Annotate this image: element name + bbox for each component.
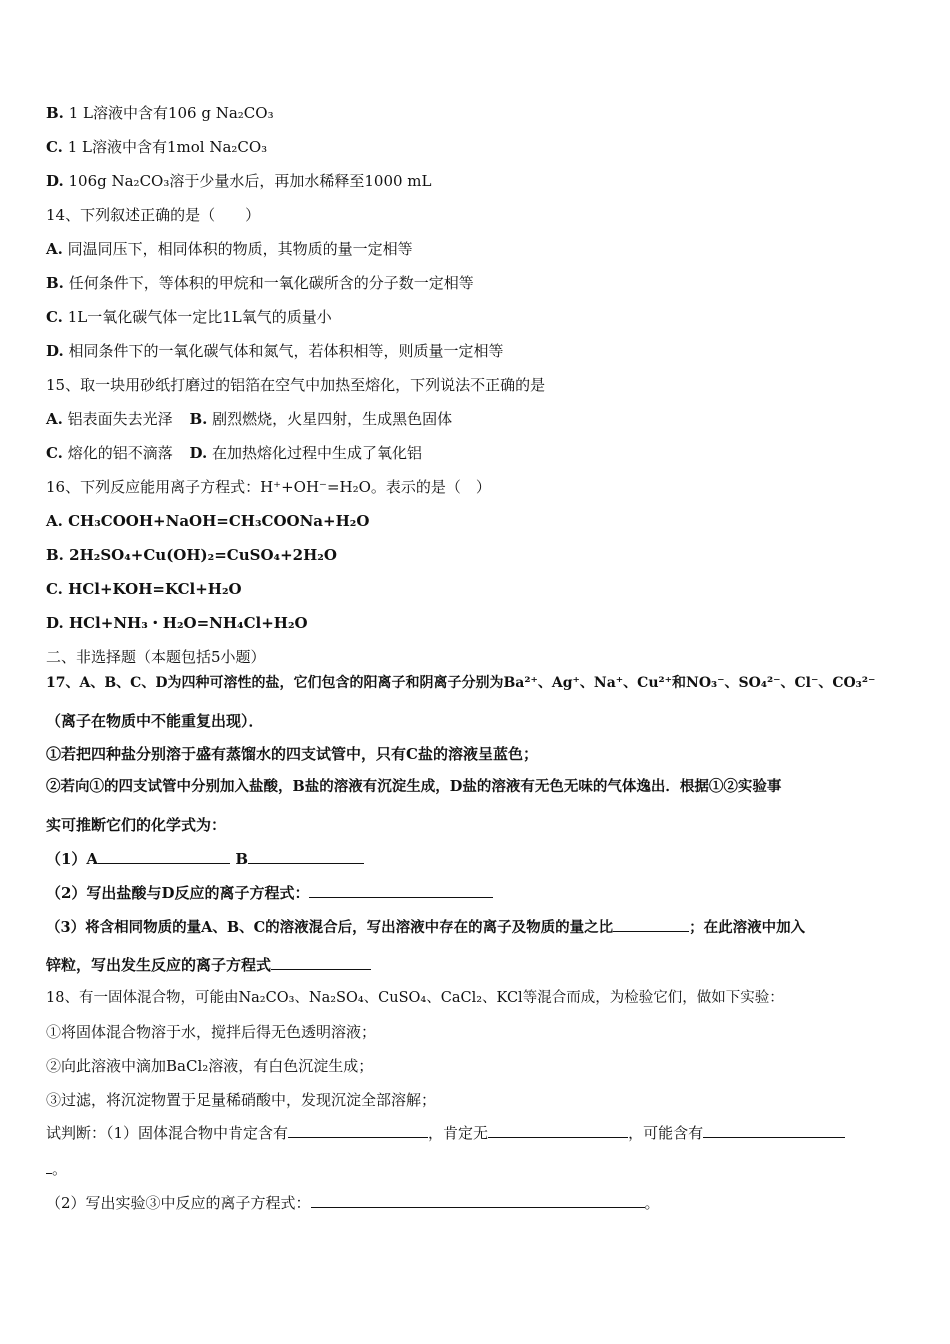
q13-option-d bbox=[46, 171, 910, 191]
option-text: 剧烈燃烧，火星四射，生成黑色固体 bbox=[212, 410, 453, 428]
q17-sub-2 bbox=[46, 882, 910, 903]
sub-text: 。 bbox=[644, 1194, 660, 1212]
option-label: A. bbox=[46, 410, 63, 428]
answer-blank[interactable] bbox=[703, 1122, 845, 1138]
option-text: 2H₂SO₄+Cu(OH)₂=CuSO₄+2H₂O bbox=[69, 546, 337, 564]
q14-option-b bbox=[46, 273, 910, 293]
option-text: HCl+NH₃・H₂O=NH₄Cl+H₂O bbox=[68, 614, 308, 632]
option-text: 相同条件下的一氧化碳气体和氮气，若体积相等，则质量一定相等 bbox=[68, 342, 504, 360]
q17-stem-cont: （离子在物质中不能重复出现）． bbox=[46, 712, 264, 730]
option-label: B. bbox=[189, 410, 208, 428]
q15-options-ab bbox=[46, 409, 910, 429]
answer-blank[interactable] bbox=[271, 954, 371, 970]
option-label: B. bbox=[46, 546, 64, 564]
sub-label: B bbox=[235, 850, 248, 868]
q18-judge-cont bbox=[46, 1158, 910, 1179]
sub-text: ，肯定无 bbox=[428, 1124, 489, 1142]
sub-text: 。 bbox=[52, 1160, 68, 1178]
q15-stem: 15、取一块用砂纸打磨过的铝箔在空气中加热至熔化，下列说法不正确的是 bbox=[46, 376, 546, 394]
answer-blank[interactable] bbox=[311, 1192, 645, 1208]
q16-option-d bbox=[46, 613, 910, 633]
sub-text: （2）写出实验③中反应的离子方程式： bbox=[46, 1194, 311, 1212]
answer-blank-a[interactable] bbox=[98, 848, 230, 864]
sub-text: （2）写出盐酸与D反应的离子方程式： bbox=[46, 884, 310, 902]
option-label: D. bbox=[46, 614, 64, 632]
q16-stem: 16、下列反应能用离子方程式：H⁺+OH⁻=H₂O。表示的是（ ） bbox=[46, 478, 491, 496]
option-text: 在加热熔化过程中生成了氧化铝 bbox=[211, 444, 422, 462]
sub-text: （3）将含相同物质的量A、B、C的溶液混合后，写出溶液中存在的离子及物质的量之比 bbox=[46, 919, 614, 936]
option-text: 同温同压下，相同体积的物质，其物质的量一定相等 bbox=[67, 240, 413, 258]
q16-option-a bbox=[46, 511, 910, 531]
sub-text: 试判断：（1）固体混合物中肯定含有 bbox=[46, 1124, 289, 1142]
q14-option-d bbox=[46, 341, 910, 361]
q18-step-3: ③过滤，将沉淀物置于足量稀硝酸中，发现沉淀全部溶解； bbox=[46, 1091, 437, 1109]
q16-option-b bbox=[46, 545, 910, 565]
sub-label: （1）A bbox=[46, 850, 99, 868]
answer-blank[interactable] bbox=[288, 1122, 428, 1138]
option-label: B. bbox=[46, 104, 64, 122]
section-heading: 二、非选择题（本题包括5小题） bbox=[46, 648, 266, 666]
option-label: C. bbox=[46, 444, 63, 462]
option-text: HCl+KOH=KCl+H₂O bbox=[68, 580, 242, 598]
q16-option-c bbox=[46, 579, 910, 599]
option-text: 106g Na₂CO₃溶于少量水后，再加水稀释至1000 mL bbox=[68, 172, 432, 190]
q17-sub-1 bbox=[46, 848, 910, 869]
answer-blank-b[interactable] bbox=[248, 848, 364, 864]
option-label: A. bbox=[46, 512, 63, 530]
option-text: 1 L溶液中含有106 g Na₂CO₃ bbox=[68, 104, 274, 122]
option-label: C. bbox=[46, 580, 63, 598]
q18-judge bbox=[46, 1122, 910, 1143]
q18-sub-2 bbox=[46, 1192, 910, 1213]
q14-option-a bbox=[46, 239, 910, 259]
option-text: 熔化的铝不滴落 bbox=[67, 444, 173, 462]
q18-step-2: ②向此溶液中滴加BaCl₂溶液，有白色沉淀生成； bbox=[46, 1057, 374, 1075]
q14-stem: 14、下列叙述正确的是（ ） bbox=[46, 206, 261, 224]
option-label: D. bbox=[46, 172, 64, 190]
option-label: D. bbox=[189, 444, 208, 462]
q18-stem: 18、有一固体混合物，可能由Na₂CO₃、Na₂SO₄、CuSO₄、CaCl₂、KCl等混合而成，为检验它们，做如下实验： bbox=[46, 990, 784, 1006]
q13-option-c bbox=[46, 137, 910, 157]
option-label: B. bbox=[46, 274, 64, 292]
answer-blank[interactable] bbox=[488, 1122, 628, 1138]
answer-blank[interactable] bbox=[309, 882, 493, 898]
q17-stem: 17、A、B、C、D为四种可溶性的盐，它们包含的阳离子和阴离子分别为Ba²⁺、Ag⁺、Na⁺、Cu²⁺和NO₃⁻、SO₄²⁻、Cl⁻、CO₃²⁻ bbox=[46, 675, 876, 691]
option-text: 1 L溶液中含有1mol Na₂CO₃ bbox=[67, 138, 268, 156]
option-label: C. bbox=[46, 308, 63, 326]
sub-text: ，可能含有 bbox=[628, 1124, 704, 1142]
q17-sub-3-cont bbox=[46, 954, 910, 975]
q13-option-b bbox=[46, 103, 910, 123]
sub-text: ；在此溶液中加入 bbox=[689, 919, 806, 936]
answer-blank[interactable] bbox=[613, 916, 689, 932]
q17-condition-1: ①若把四种盐分别溶于盛有蒸馏水的四支试管中，只有C盐的溶液呈蓝色； bbox=[46, 745, 538, 763]
option-label: A. bbox=[46, 240, 63, 258]
option-label: D. bbox=[46, 342, 64, 360]
q18-step-1: ①将固体混合物溶于水，搅拌后得无色透明溶液； bbox=[46, 1023, 377, 1041]
option-text: 1L一氧化碳气体一定比1L氧气的质量小 bbox=[67, 308, 332, 326]
q17-condition-2: ②若向①的四支试管中分别加入盐酸，B盐的溶液有沉淀生成，D盐的溶液有无色无味的气体逸出．根据①②实验事 bbox=[46, 778, 782, 795]
q15-options-cd bbox=[46, 443, 910, 463]
q17-sub-3 bbox=[46, 916, 910, 938]
q17-condition-2-cont: 实可推断它们的化学式为： bbox=[46, 816, 227, 834]
q14-option-c bbox=[46, 307, 910, 327]
option-text: 任何条件下，等体积的甲烷和一氧化碳所含的分子数一定相等 bbox=[68, 274, 474, 292]
option-text: CH₃COOH+NaOH=CH₃COONa+H₂O bbox=[68, 512, 370, 530]
option-label: C. bbox=[46, 138, 63, 156]
sub-text: 锌粒，写出发生反应的离子方程式 bbox=[46, 956, 272, 974]
option-text: 铝表面失去光泽 bbox=[67, 410, 173, 428]
